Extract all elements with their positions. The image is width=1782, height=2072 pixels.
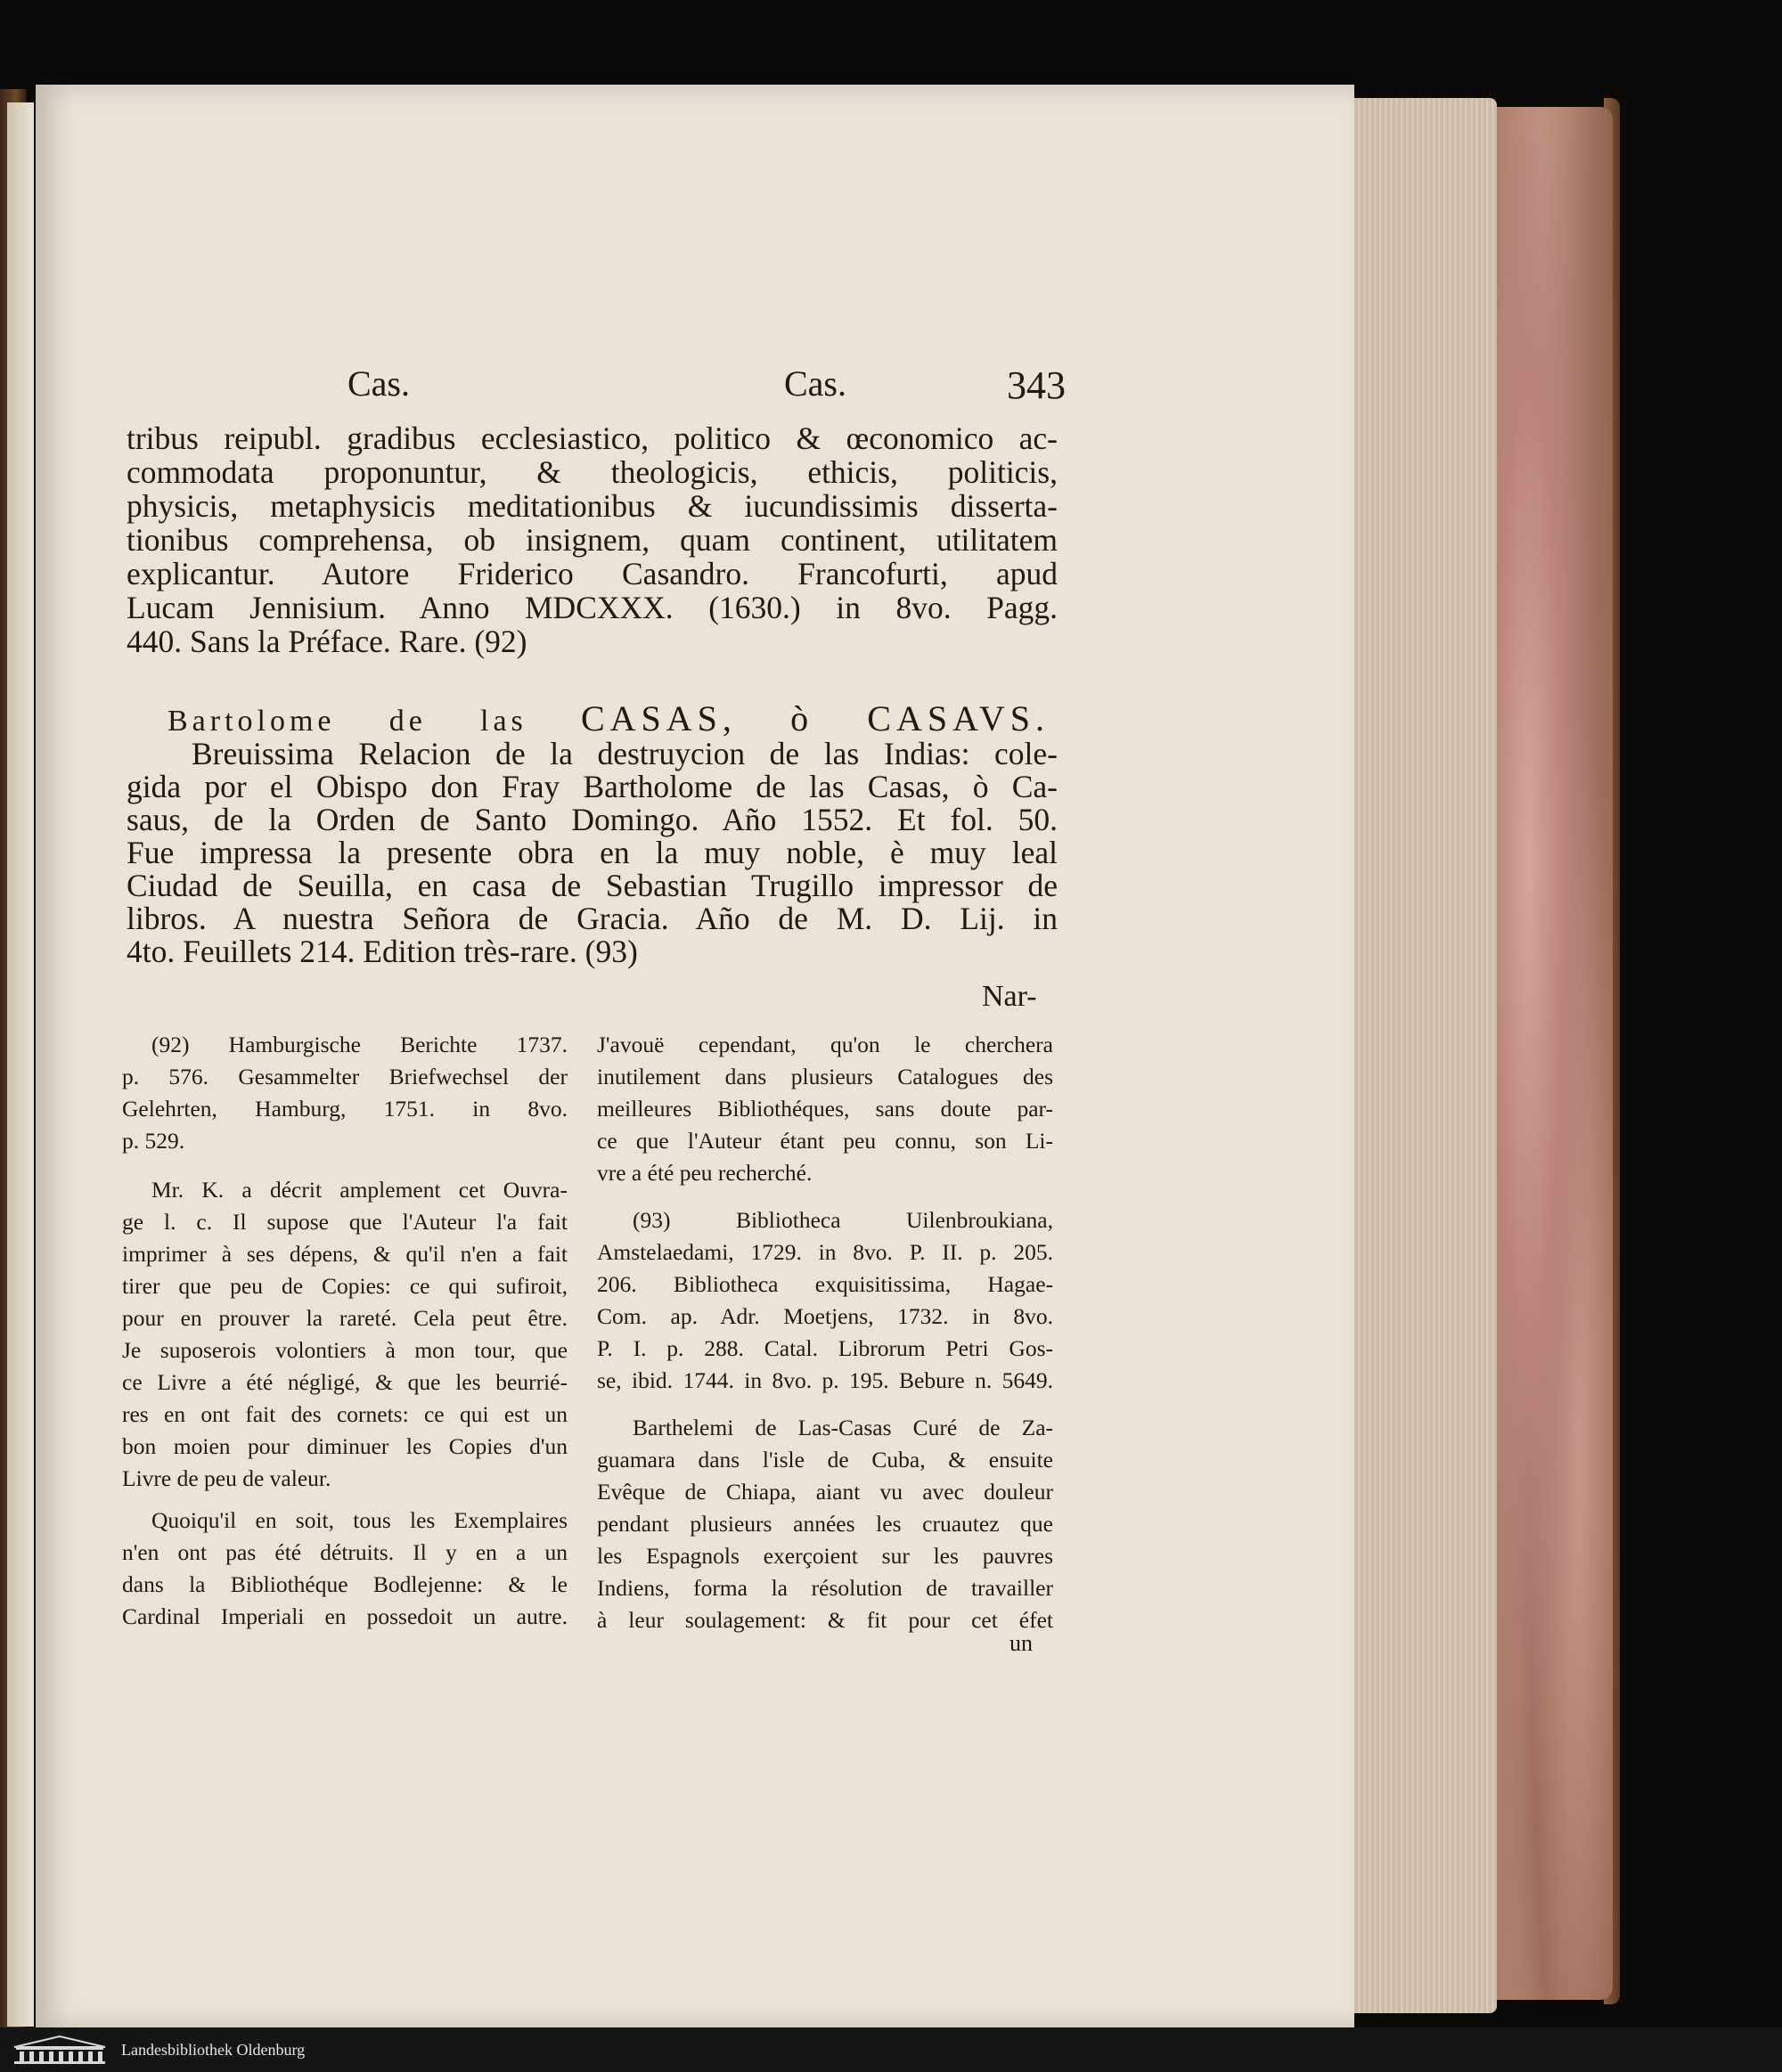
footnote-line: inutilement dans plusieurs Catalogues des bbox=[597, 1064, 1053, 1089]
text-line: 4to. Feuillets 214. Edition très-rare. (93) bbox=[127, 934, 638, 969]
facing-page-edge bbox=[7, 102, 34, 2027]
footnote-line: tirer que peu de Copies: ce qui sufiroit, bbox=[122, 1273, 568, 1299]
footnote-line: Je suposerois volontiers à mon tour, que bbox=[122, 1337, 568, 1363]
footnote-line: guamara dans l'isle de Cuba, & ensuite bbox=[597, 1447, 1053, 1472]
footnote-line: Mr. K. a décrit amplement cet Ouvra- bbox=[151, 1177, 568, 1203]
footnote-line: Livre de peu de valeur. bbox=[122, 1465, 331, 1491]
footnote-line: p. 576. Gesammelter Briefwechsel der bbox=[122, 1064, 568, 1089]
heading-word: CASAVS. bbox=[867, 698, 1050, 738]
footnote-line: les Espagnols exerçoient sur les pauvres bbox=[597, 1543, 1053, 1569]
footnote-line: Barthelemi de Las-Casas Curé de Za- bbox=[633, 1415, 1053, 1440]
footnote-line: Gelehrten, Hamburg, 1751. in 8vo. bbox=[122, 1096, 568, 1122]
text-line: Lucam Jennisium. Anno MDCXXX. (1630.) in 8vo. Pagg. bbox=[127, 590, 1058, 625]
text-line: tribus reipubl. gradibus ecclesiastico, politico & œconomico ac- bbox=[127, 420, 1058, 456]
text-line: libros. A nuestra Señora de Gracia. Año de M. D. Lij. in bbox=[127, 901, 1058, 936]
footnote-line: imprimer à ses dépens, & qu'il n'en a fait bbox=[122, 1241, 568, 1267]
heading-word: Bartolome bbox=[168, 705, 336, 738]
footnote-line: P. I. p. 288. Catal. Librorum Petri Gos- bbox=[597, 1335, 1053, 1361]
text-line: commodata proponuntur, & theologicis, ethicis, politicis, bbox=[127, 454, 1058, 490]
footnote-line: vre a été peu recherché. bbox=[597, 1160, 813, 1186]
book-page bbox=[36, 85, 1354, 2028]
footnote-line: Quoiqu'il en soit, tous les Exemplaires bbox=[151, 1507, 568, 1533]
footnote-line: (93) Bibliotheca Uilenbroukiana, bbox=[633, 1207, 1053, 1233]
footnote-line: se, ibid. 1744. in 8vo. p. 195. Bebure n. 5649. bbox=[597, 1367, 1053, 1393]
entry-heading bbox=[168, 697, 1050, 739]
footnote-line: ge l. c. Il supose que l'Auteur l'a fait bbox=[122, 1209, 568, 1235]
heading-word: ò bbox=[790, 698, 814, 738]
footnote-line: pour en prouver la rareté. Cela peut être. bbox=[122, 1305, 568, 1331]
text-line: 440. Sans la Préface. Rare. (92) bbox=[127, 624, 527, 659]
footnote-line: Indiens, forma la résolution de travailler bbox=[597, 1575, 1053, 1601]
text-line: physicis, metaphysicis meditationibus & iucundissimis disserta- bbox=[127, 488, 1058, 524]
footnote-line: bon moien pour diminuer les Copies d'un bbox=[122, 1433, 568, 1459]
page-number: 343 bbox=[1007, 363, 1066, 407]
text-line: saus, de la Orden de Santo Domingo. Año 1552. Et fol. 50. bbox=[127, 802, 1058, 837]
heading-word: de bbox=[388, 705, 427, 738]
footnote-catchword: un bbox=[1010, 1630, 1033, 1656]
footnote-line: Amstelaedami, 1729. in 8vo. P. II. p. 205. bbox=[597, 1239, 1053, 1265]
text-line: gida por el Obispo don Fray Bartholome de las Casas, ò Ca- bbox=[127, 769, 1058, 804]
text-line: Fue impressa la presente obra en la muy noble, è muy leal bbox=[127, 835, 1058, 870]
footnote-line: Com. ap. Adr. Moetjens, 1732. in 8vo. bbox=[597, 1303, 1053, 1329]
text-line: explicantur. Autore Friderico Casandro. Francofurti, apud bbox=[127, 556, 1058, 591]
footnote-line: p. 529. bbox=[122, 1128, 185, 1154]
footnote-line: (92) Hamburgische Berichte 1737. bbox=[151, 1032, 568, 1057]
library-building-icon bbox=[11, 2035, 109, 2065]
marbled-cover bbox=[1492, 107, 1613, 2000]
heading-word: las bbox=[480, 705, 527, 738]
library-name: Landesbibliothek Oldenburg bbox=[121, 2040, 306, 2059]
text-line: Breuissima Relacion de la destruycion de las Indias: cole- bbox=[192, 736, 1058, 771]
footnote-line: n'en ont pas été détruits. Il y en a un bbox=[122, 1539, 568, 1565]
footnote-line: J'avouë cependant, qu'on le cherchera bbox=[597, 1032, 1053, 1057]
footnote-line: Cardinal Imperiali en possedoit un autre. bbox=[122, 1603, 568, 1629]
footnote-line: res en ont fait des cornets: ce qui est un bbox=[122, 1401, 568, 1427]
footnote-line: meilleures Bibliothéques, sans doute par- bbox=[597, 1096, 1053, 1122]
text-line: Ciudad de Seuilla, en casa de Sebastian Trugillo impressor de bbox=[127, 868, 1058, 903]
library-banner bbox=[0, 2027, 1782, 2072]
heading-word: CASAS, bbox=[580, 698, 737, 738]
footnote-line: ce Livre a été négligé, & que les beurrié- bbox=[122, 1369, 568, 1395]
footnote-line: à leur soulagement: & fit pour cet éfet bbox=[597, 1607, 1053, 1633]
footnote-line: pendant plusieurs années les cruautez que bbox=[597, 1511, 1053, 1537]
page-edges bbox=[1350, 98, 1497, 2013]
footnote-line: Evêque de Chiapa, aiant vu avec douleur bbox=[597, 1479, 1053, 1505]
running-head-left: Cas. bbox=[347, 363, 410, 404]
footnote-line: dans la Bibliothéque Bodlejenne: & le bbox=[122, 1571, 568, 1597]
footnote-line: 206. Bibliotheca exquisitissima, Hagae- bbox=[597, 1271, 1053, 1297]
footnote-line: ce que l'Auteur étant peu connu, son Li- bbox=[597, 1128, 1053, 1154]
running-head-center: Cas. bbox=[784, 363, 846, 404]
text-line: tionibus comprehensa, ob insignem, quam continent, utilitatem bbox=[127, 522, 1058, 558]
catchword: Nar- bbox=[982, 980, 1037, 1013]
